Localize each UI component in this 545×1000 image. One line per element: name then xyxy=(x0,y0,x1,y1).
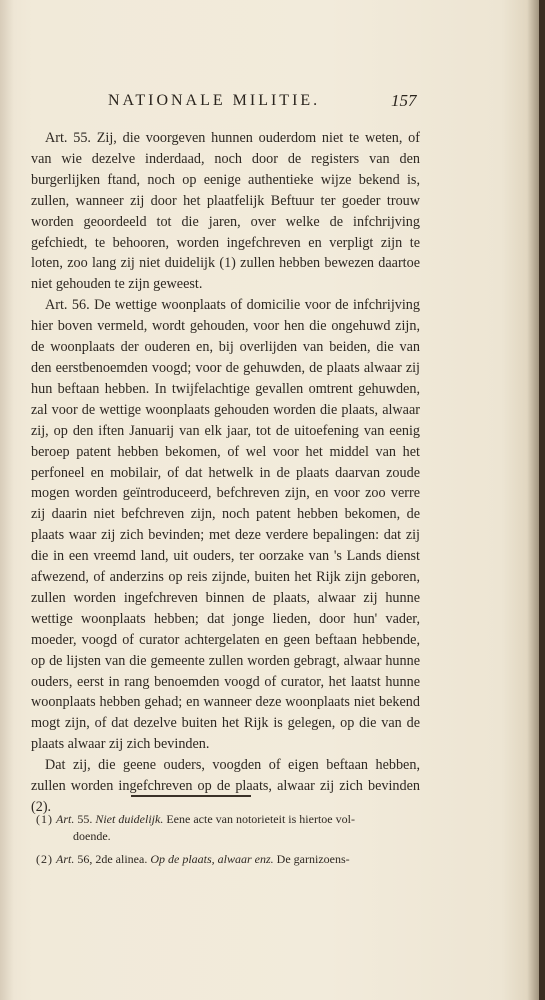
footnote-mark: (1) xyxy=(36,812,53,826)
body-text xyxy=(31,128,420,818)
gutter-shadow xyxy=(0,0,14,1000)
paragraph-art-56: Art. 56. De wettige woonplaats of domicilie voor de infchrijving hier boven vermeld, wordt gehouden, voor hen die ongehuwd zijn, de woonplaats der ouderen en, bij overlijden van beiden, die van den eerstbenoemden voogd; voor de gehuwden, de plaats alwaar zij hun beftaan hebben. In twijfelachtige gevallen omtrent gehuwden, zal voor de wettige woonplaats gehouden worden die plaats, alwaar zij, op den iften Januarij van elk jaar, tot de uitoefening van eenig beroep patent hebben bekomen, of wel voor het middel van het perfoneel en mobilair, of dat hetwelk in de plaats daarvan zoude mogen worden geïntroduceerd, befchreven zijn, en voor zoo verre zij daarin niet befchreven zijn, noch patent hebben bekomen, de plaats waar zij zich bevinden; met deze verdere bepalingen: dat zij die in een vreemd land, uit ouders, ter oorzake van 's Lands dienst afwezend, of anderzins op reis zijnde, buiten het Rijk zijn geboren, zullen worden ingefchreven binnen de plaats, alwaar zij hunne wettige woonplaats hebben; dat jonge lieden, door hun' vader, moeder, voogd of curator achtergelaten en geen beftaan hebbende, op de lijsten van die gemeente zullen worden gebragt, alwaar hunne ouders, eerst in rang benoemden voogd of curator, het laatst hunne woonplaats hebben gehad; en wanneer deze woonplaats niet bekend mogt zijn, of dat dezelve buiten het Rijk is gelegen, op die van de plaats alwaar zij zich bevinden. xyxy=(31,297,420,753)
book-edge xyxy=(539,0,545,1000)
footnote-text-continued: doende. xyxy=(73,828,111,843)
footnote-term: Niet duidelijk. xyxy=(95,812,164,826)
running-header xyxy=(100,92,440,116)
page-number: 157 xyxy=(391,91,417,110)
footnote-text: Eene acte van notorieteit is hiertoe vol- xyxy=(166,812,355,826)
footnote-text: De garnizoens- xyxy=(276,852,350,866)
footnote-ref-number: 56, xyxy=(77,852,93,866)
footnotes xyxy=(36,811,420,875)
footnote-alinea: 2de alinea. xyxy=(95,852,148,866)
paragraph-art-55: Art. 55. Zij, die voorgeven hunnen ouderdom niet te weten, of van wie dezelve inderdaad, noch door de registers van den burgerlijken ftand, noch op eenige authentieke wijze bekend is, zullen, wanneer zij door het plaatfelijk Beftuur ter goeder trouw worden geoordeeld tot die jaren, over welke de infchrijving gefchiedt, te behooren, worden ingefchreven en verpligt zijn te loten, zoo lang zij niet duidelijk (1) zullen hebben bewezen daartoe niet gehouden te zijn geweest. xyxy=(31,130,420,293)
footnote-ref: Art. xyxy=(56,812,75,826)
footnote-mark: (2) xyxy=(36,852,53,866)
footnote-1 xyxy=(36,811,420,844)
footnote-term: Op de plaats, alwaar enz. xyxy=(150,852,274,866)
footnote-ref: Art. xyxy=(56,852,75,866)
footnote-ref-number: 55. xyxy=(77,812,93,826)
footnote-2 xyxy=(36,851,420,868)
running-title: NATIONALE MILITIE. xyxy=(108,92,321,109)
footnote-rule xyxy=(131,795,251,797)
paragraph-art-56-continuation: Dat zij, die geene ouders, voogden of eigen beftaan hebben, zullen worden ingefchreven op de plaats, alwaar zij zich bevinden (2). xyxy=(31,757,420,815)
